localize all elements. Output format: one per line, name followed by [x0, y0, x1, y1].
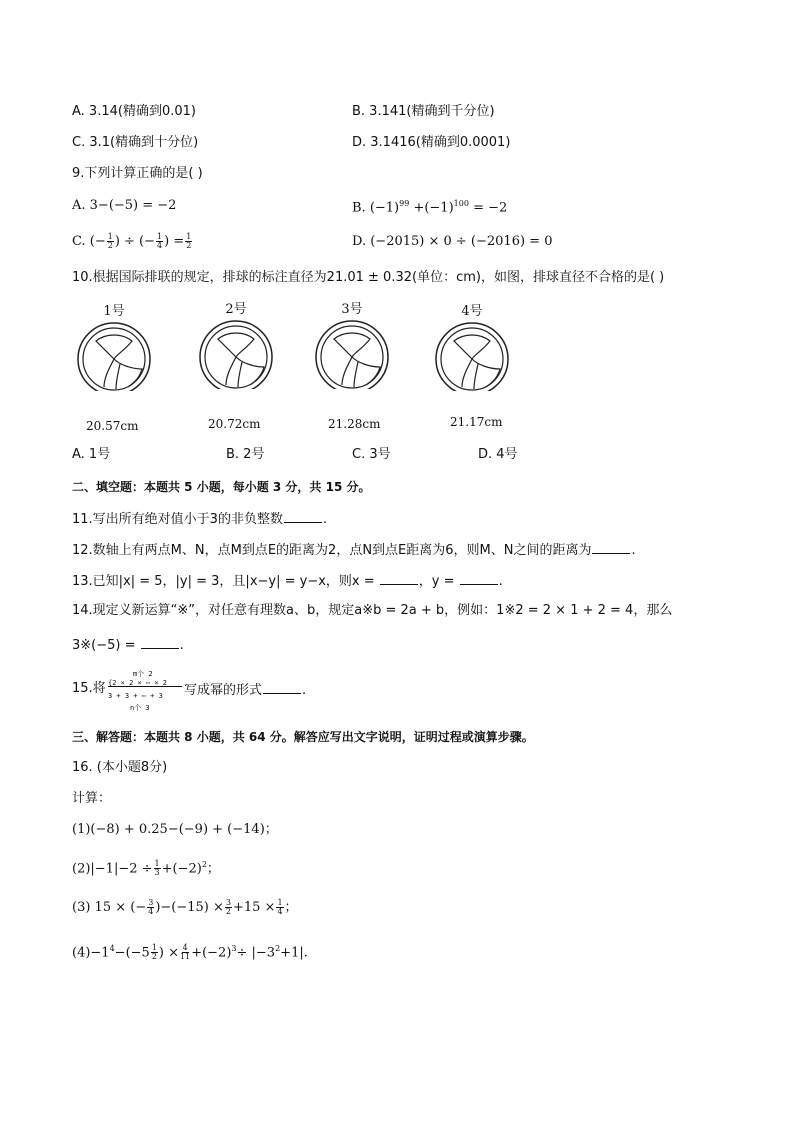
q10-option-d: D. 4号	[478, 447, 518, 462]
ball-diameter-4: 21.17cm	[450, 415, 503, 429]
q16-part-1: (1)(−8) + 0.25−(−9) + (−14)；	[72, 822, 278, 837]
ball-label: 2号	[225, 302, 247, 317]
answer-blank	[380, 572, 418, 585]
q10-option-a: A. 1号	[72, 447, 111, 462]
answer-blank	[284, 510, 322, 523]
ball-label: 1号	[103, 304, 125, 319]
ball-diameter-2: 20.72cm	[208, 417, 261, 431]
q16-part-2: (2)|−1|−2 ÷ $\frac{1}{3}$ $+(-2)^2$；	[72, 859, 220, 878]
answer-blank	[141, 636, 179, 649]
q15-top-label: m个 2	[133, 670, 153, 678]
q8-option-a: A. 3.14(精确到0.01)	[72, 104, 196, 119]
answer-blank	[263, 681, 301, 694]
volleyball-figure-4	[432, 300, 512, 391]
volleyball-figure-2	[196, 298, 276, 389]
ball-label: 3号	[341, 302, 363, 317]
q8-option-d: D. 3.1416(精确到0.0001)	[352, 135, 511, 150]
q9-option-b: B. $(-1)^{99} +(-1)^{100} = -2$	[352, 199, 508, 216]
answer-blank	[592, 541, 630, 554]
q14-line-2: 3※(−5) = .	[72, 638, 184, 653]
q10-option-c: C. 3号	[352, 447, 391, 462]
section-3-heading: 三、解答题：本题共 8 小题，共 64 分。解答应写出文字说明，证明过程或演算步骤。	[72, 730, 534, 744]
q15-numerator: {2 × 2 × ⋯ × 2	[108, 679, 168, 687]
q8-option-b: B. 3.141(精确到千分位)	[352, 104, 495, 119]
q9-option-a: A. 3−(−5) = −2	[72, 198, 177, 213]
q16-calc-label: 计算：	[72, 791, 112, 806]
q8-option-c: C. 3.1(精确到十分位)	[72, 135, 199, 150]
volleyball-figure-3	[312, 298, 392, 389]
q16-part-3: (3) 15 × (− $\frac{3}{4}$ )−(−15) × $\frac{3}{2}$ +15 × $\frac{1}{4}$ ；	[72, 898, 298, 916]
ball-diameter-1: 20.57cm	[86, 419, 139, 433]
q9-option-c: C. (− $\frac{1}{2}$ ) ÷ (− $\frac{1}{4}$ ) = $\frac{1}{2}$	[72, 232, 192, 250]
q15-bottom-label: n个 3	[130, 704, 150, 712]
ball-label: 4号	[461, 304, 483, 319]
q13: 13.已知|x| = 5，|y| = 3，且|x−y| = y−x，则x = ，y = .	[72, 574, 503, 589]
q16-part-4: $(4)-1^4-(-5$ $\frac{1}{2}$ ) × $\frac{4}{11}$ $+(-2)^3\div |-3^2+1|$.	[72, 943, 308, 962]
q9-option-d: D. (−2015) × 0 ÷ (−2016) = 0	[352, 234, 553, 249]
volleyball-icon	[196, 317, 276, 389]
volleyball-figure-1	[74, 300, 154, 391]
volleyball-icon	[312, 317, 392, 389]
q10-option-b: B. 2号	[226, 447, 265, 462]
q15-fraction-bar	[108, 686, 182, 687]
answer-blank	[460, 572, 498, 585]
volleyball-icon	[432, 319, 512, 391]
section-2-heading: 二、填空题：本题共 5 小题，每小题 3 分，共 15 分。	[72, 480, 371, 494]
q9-stem: 9.下列计算正确的是( )	[72, 166, 203, 181]
volleyball-icon	[74, 319, 154, 391]
q14-line-1: 14.现定义新运算“※”，对任意有理数a、b，规定a※b = 2a + b，例如：1※2 = 2 × 1 + 2 = 4，那么	[72, 603, 673, 618]
q10-stem: 10.根据国际排联的规定，排球的标注直径为21.01 ± 0.32(单位：cm)，如图，排球直径不合格的是( )	[72, 270, 665, 285]
ball-diameter-3: 21.28cm	[328, 417, 381, 431]
q11: 11.写出所有绝对值小于3的非负整数 .	[72, 512, 328, 527]
q12: 12.数轴上有两点M、N，点M到点E的距离为2，点N到点E距离为6，则M、N之间的距离为 .	[72, 543, 636, 558]
q16-heading: 16. (本小题8分)	[72, 760, 168, 775]
q15-denominator: 3 + 3 + ⋯ + 3	[108, 692, 163, 700]
